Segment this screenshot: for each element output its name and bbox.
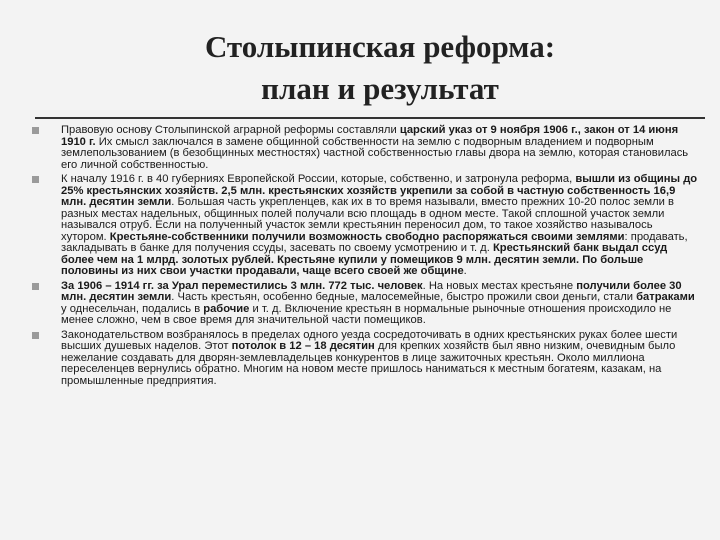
text-run: . Часть крестьян, особенно бедные, малосемейные, быстро прожили свои деньги, стали [171,291,637,303]
bold-text: За 1906 – 1914 гг. за Урал переместились 3 млн. 772 тыс. человек [61,279,423,292]
bullet-item [30,125,698,171]
text-run: Правовую основу Столыпинской аграрной реформы составляли [61,124,400,136]
bullet-item [30,174,698,278]
text-run: для крепких хозяйств был явно низким, очевидным было нежелание создавать для дворян-землевладельцев конкурентов в лице зажиточных крестьян. Около миллиона переселенцев вернулись обратно. Многим на новом месте пришлось наниматься к местным богатеям, казакам, на промышленные предприятия. [61,340,676,387]
text-run: у однесельчан, подались в [61,302,204,315]
title-divider [35,117,705,119]
title-line-2: план и результат [261,71,499,106]
bold-text: вышли из общины до 25% крестьянских хозяйств. 2,5 млн. крестьянских хозяйств укрепили за собой в частную собственность 16,9 млн. десятин земли [61,173,698,208]
square-bullet-icon [32,176,39,183]
bold-text: Крестьяне-собственники получили возможность свободно распоряжаться своими землями [109,230,625,243]
bullet-item [30,281,698,327]
square-bullet-icon [32,332,39,339]
slide-title [40,26,720,110]
title-line-1: Столыпинская реформа: [204,29,556,64]
bold-text: рабочие [203,302,250,315]
text-run: . [463,265,467,277]
bullet-text [61,125,698,171]
bullet-list [30,125,698,387]
square-bullet-icon [32,283,39,290]
bold-text: батраками [636,291,695,303]
bold-text: царский указ от 9 ноября 1906 г., закон от 14 июня 1910 г. [61,124,679,148]
bold-text: получили более 30 млн. десятин земли [61,279,682,303]
bullet-text [61,281,698,327]
bullet-item [30,330,698,388]
text-run: Законодательством возбранялось в пределах одного уезда сосредоточивать в одних крестьянских руках более шести высших душевых наделов. Этот [61,328,678,352]
bold-text: потолок в 12 – 18 десятин [231,340,375,352]
text-run: Их смысл заключался в замене общинной собственности на землю с подворным владением и подворным землепользованием (в безобщинных местностях) частной собственностью главы двора на землю, которая становилась его личной собственностью. [61,135,689,171]
text-run: К началу 1916 г. в 40 губерниях Европейской России, которые, собственно, и затронула реформа, [61,173,576,185]
square-bullet-icon [32,127,39,134]
text-run: и т. д. Включение крестьян в нормальные рыночные отношения происходило не менее сложно, чем в свое время для значительной части помещиков. [61,302,672,326]
text-run: . Большая часть укрепленцев, как их в то время называли, вместо прежних 10-20 полос земли в разных местах надельных, общинных полей получали всю площадь в одном месте. Такой сплошной участок земли назывался отруб. Если на полученный участок земли крестьянин переносил дом, то такое хозяйство называлось хутором. [61,196,674,243]
text-run: : продавать, закладывать в банке для получения ссуды, засевать по своему усмотрению и т. д. [61,230,688,254]
bullet-text [61,330,698,388]
bold-text: Крестьянский банк выдал ссуд более чем на 1 млрд. золотых рублей. Крестьяне купили у помещиков 9 млн. десятин земли. По больше половины из них свои участки продавали, чаще всего своей же общине [61,242,668,277]
text-run: . На новых местах крестьяне [422,279,577,292]
bullet-text [61,174,698,278]
